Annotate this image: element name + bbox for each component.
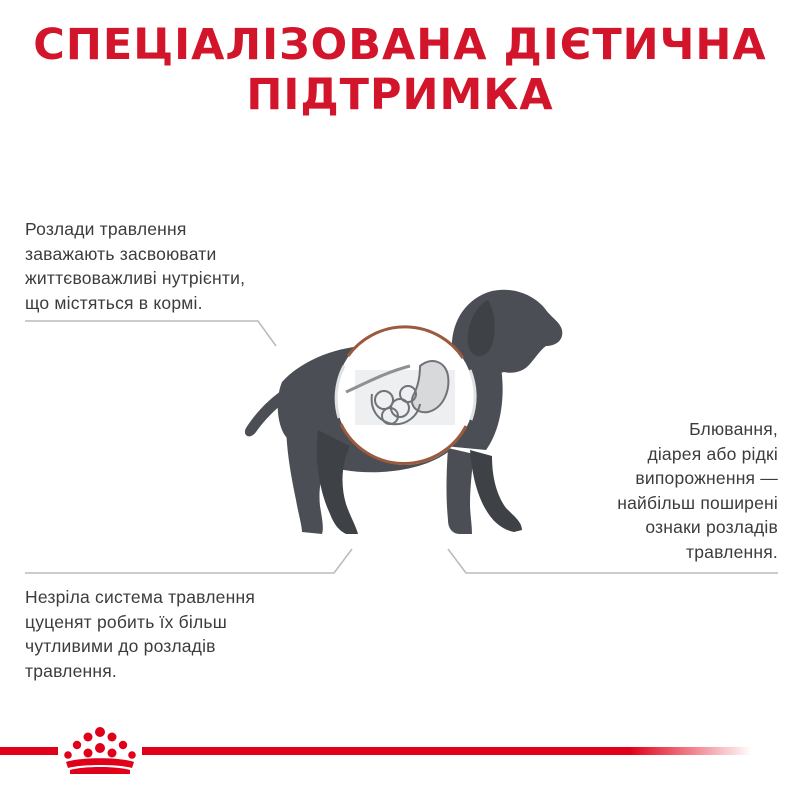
callout-line: життєвоважливі нутрієнти, — [25, 268, 246, 288]
royal-crown-logo-icon — [58, 724, 142, 776]
callout-line: заважають засвоювати — [25, 243, 217, 264]
title-line-1: СПЕЦІАЛІЗОВАНА ДІЄТИЧНА — [33, 20, 767, 70]
callout-line: чутливими до розладів — [25, 636, 216, 656]
callout-line: діарея або рідкі — [647, 443, 778, 464]
callout-line: Блювання, — [689, 419, 778, 439]
callout-line: найбільш поширені — [617, 492, 778, 513]
digestive-tract-icon — [336, 327, 475, 465]
callout-line: цуценят робить їх більш — [25, 611, 227, 632]
connector-line-top-left — [25, 321, 276, 346]
connector-line-right — [448, 549, 778, 573]
callout-line: ознаки розладів — [645, 517, 778, 537]
callout-line: Незріла система травлення — [25, 587, 256, 607]
callout-line: травлення. — [686, 541, 778, 562]
connector-line-bottom-left — [25, 549, 352, 573]
callout-line: що містяться в кормі. — [25, 292, 203, 313]
callout-line: випорожнення — — [635, 468, 778, 488]
title-line-2: ПІДТРИМКА — [246, 70, 554, 120]
footer-stripe-right — [142, 747, 752, 755]
callout-line: Розлади травлення — [25, 219, 187, 239]
footer-stripe-left — [0, 747, 58, 755]
callout-line: травлення. — [25, 660, 117, 681]
